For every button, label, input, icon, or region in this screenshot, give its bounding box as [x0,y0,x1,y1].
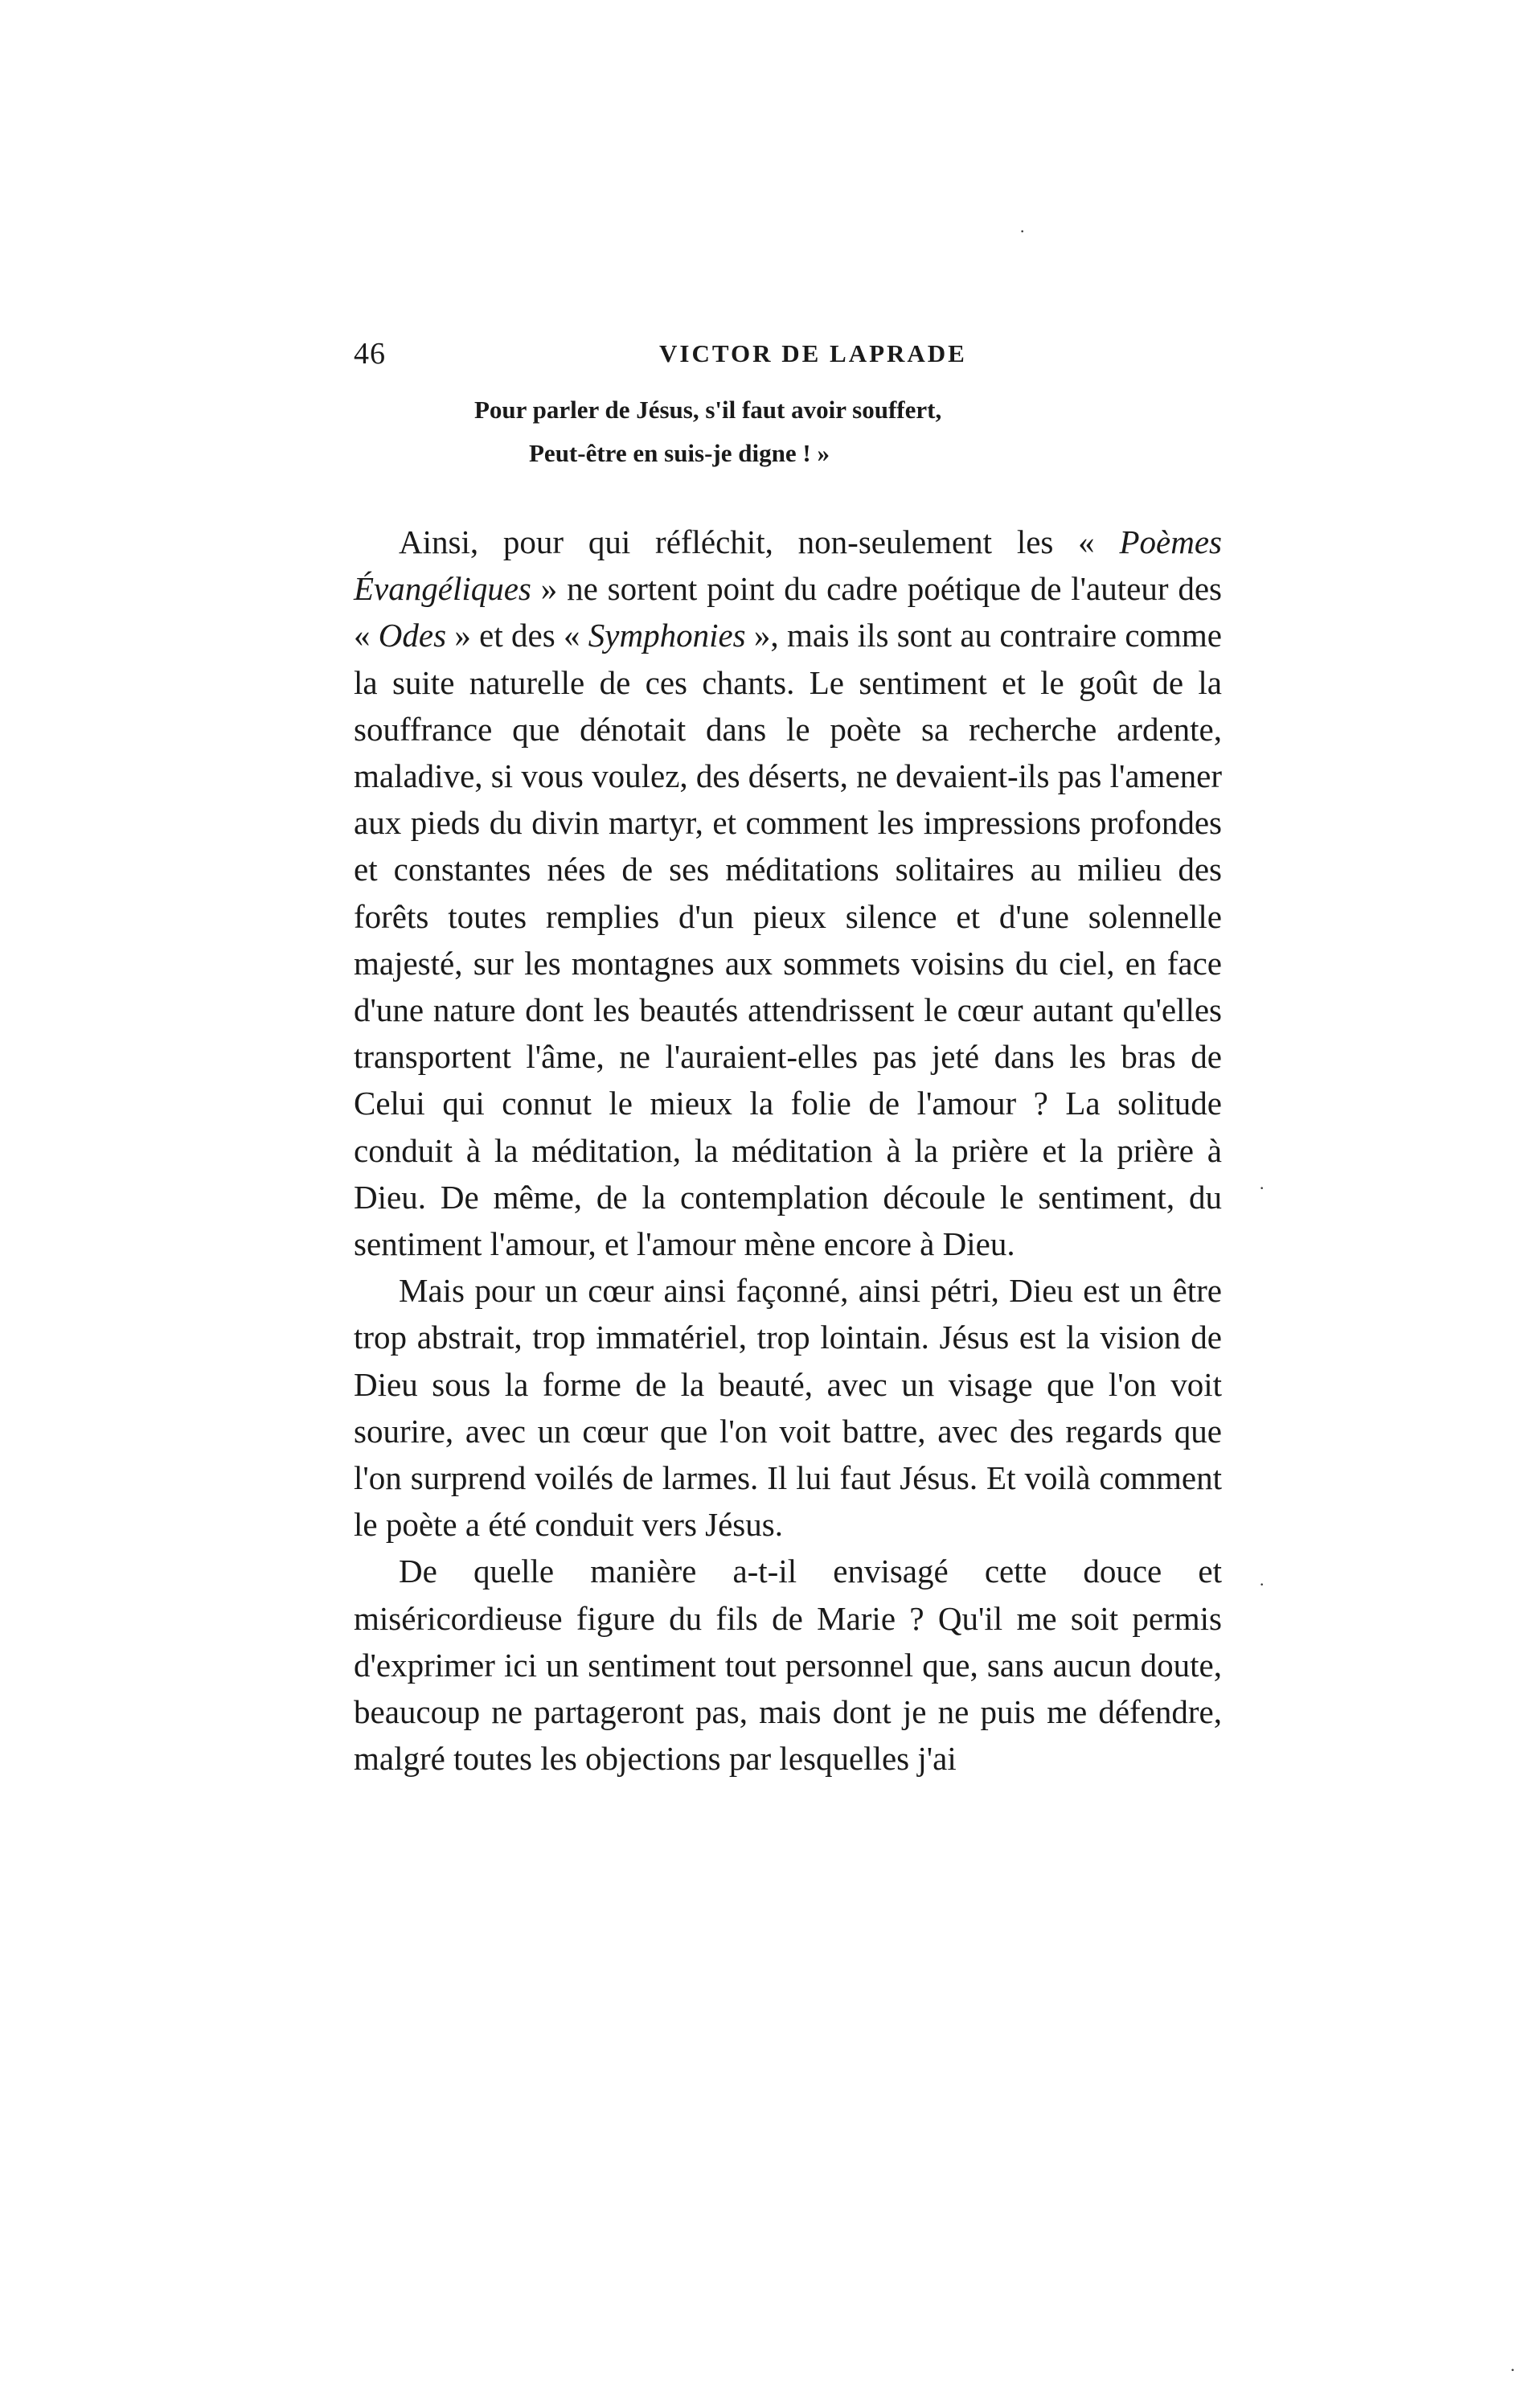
p1-text-g: », mais ils sont au contraire comme la suite naturelle de ces chants. Le sentiment et le goût de la souffrance que dénotait dans le poète sa recherche ardente, maladive, si vous voulez, des déserts, ne devaient-ils pas l'amener aux pieds du divin martyr, et comment les impressions profondes et constantes nées de ses méditations solitaires au milieu des forêts toutes remplies d'un pieux silence et d'une solennelle majesté, sur les montagnes aux sommets voisins du ciel, en face d'une nature dont les beautés attendrissent le cœur autant qu'elles transportent l'âme, ne l'auraient-elles pas jeté dans les bras de Celui qui connut le mieux la folie de l'amour ? La solitude conduit à la méditation, la méditation à la prière et la prière à Dieu. De même, de la contemplation découle le sentiment, du sentiment l'amour, et l'amour mène encore à Dieu. [354,617,1222,1263]
body-text [354,519,1222,1782]
page-number: 46 [354,337,386,371]
verse-quote [474,388,1198,475]
page-header [354,336,1222,376]
paragraph-3: De quelle manière a-t-il envisagé cette douce et miséricordieuse figure du fils de Marie ? Qu'il me soit permis d'exprimer ici un sentiment tout personnel que, sans aucun doute, beaucoup ne partageront pas, mais dont je ne puis me défendre, malgré toutes les objections par lesquelles j'ai [354,1553,1222,1778]
p1-title-odes: Odes [378,617,447,654]
running-title: VICTOR DE LAPRADE [659,339,967,367]
p1-text-e: » et des « [446,617,588,654]
verse-line-2: Peut-être en suis-je digne ! » [529,439,830,467]
scan-speck: · [1259,1574,1265,1594]
p1-title-symphonies: Symphonies [588,617,746,654]
verse-line-1: Pour parler de Jésus, s'il faut avoir souffert, [474,396,942,424]
p1-text-a: Ainsi, pour qui réfléchit, non-seulement les « [399,523,1120,560]
scan-speck: · [1259,1178,1265,1198]
paragraph-1 [354,519,1222,1267]
p1-title-poemes: Poèmes Évangéliques [354,523,1222,608]
paragraph-2: Mais pour un cœur ainsi façonné, ainsi pétri, Dieu est un être trop abstrait, trop immatériel, trop lointain. Jésus est la vision de Dieu sous la forme de la beauté, avec un visage que l'on voit sourire, avec un cœur que l'on voit battre, avec des regards que l'on surprend voilés de larmes. Il lui faut Jésus. Et voilà comment le poète a été conduit vers Jésus. [354,1272,1222,1544]
scan-speck: · [1510,2360,1516,2380]
p1-text-c: » ne sortent point du cadre poétique de l'auteur des « [354,570,1222,654]
scan-speck: · [1019,221,1026,241]
